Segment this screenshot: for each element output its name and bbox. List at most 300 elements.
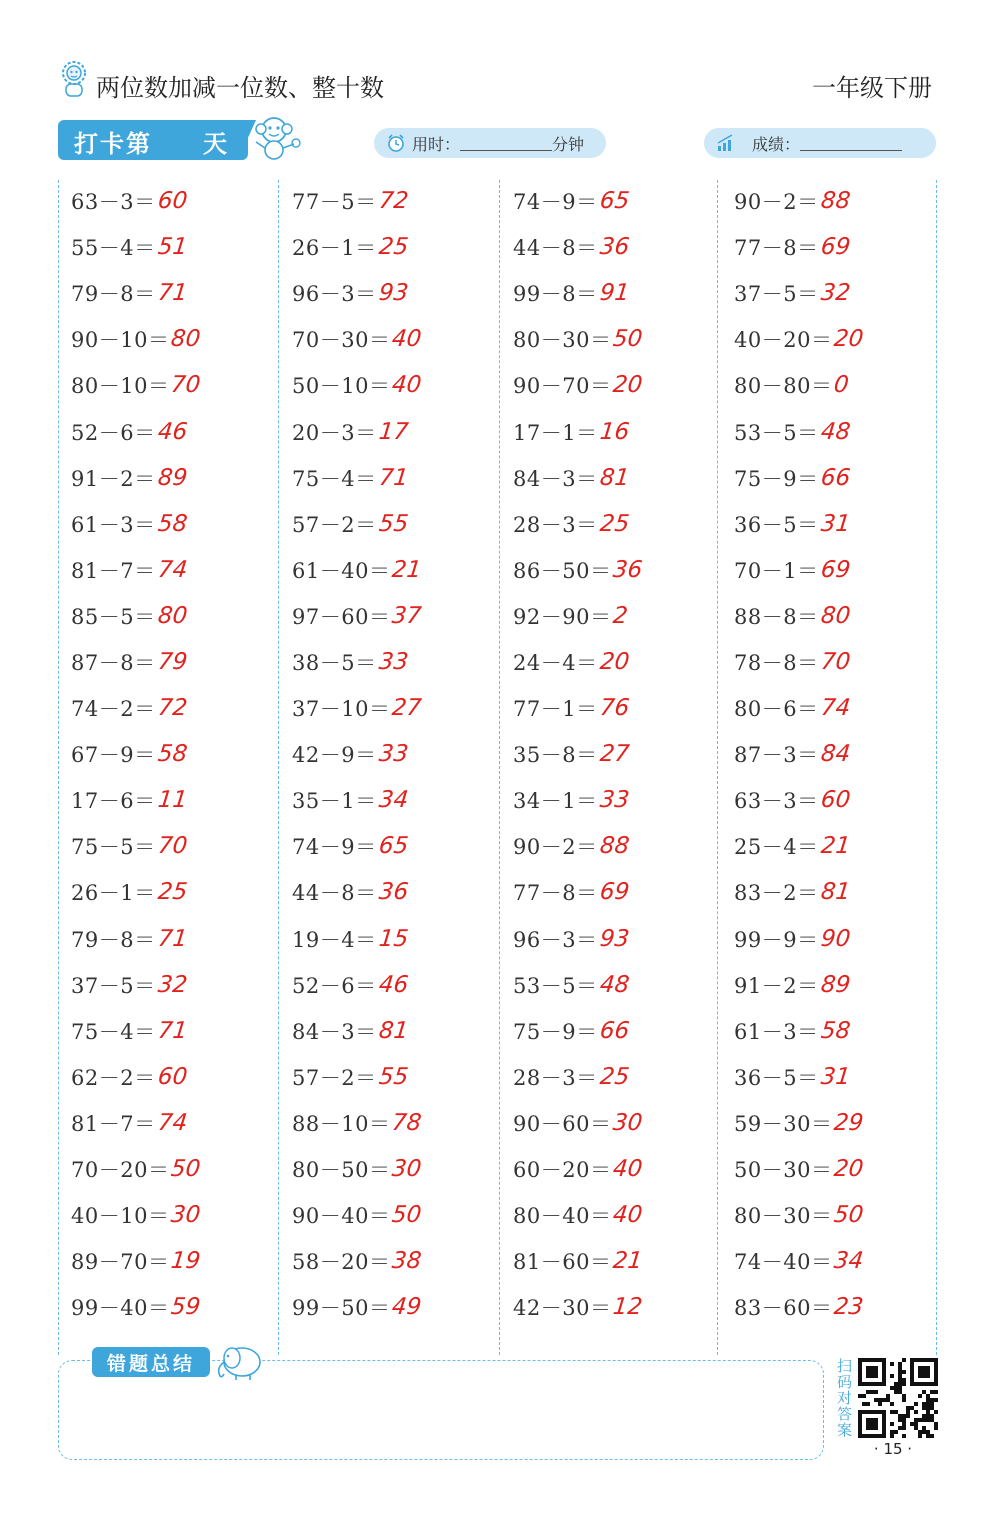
problem-row <box>734 777 944 823</box>
handwritten-answer[interactable]: 33 <box>377 741 410 768</box>
handwritten-answer[interactable]: 50 <box>612 326 645 353</box>
problem-equation: 81－7＝ <box>71 1111 156 1136</box>
handwritten-answer[interactable]: 50 <box>391 1202 424 1229</box>
handwritten-answer[interactable]: 58 <box>156 741 189 768</box>
problem-equation: 80－6＝ <box>734 697 819 722</box>
score-field <box>704 128 936 158</box>
problem-equation: 28－3＝ <box>513 512 598 537</box>
problem-equation: 74－40＝ <box>734 1250 833 1275</box>
problem-row <box>292 777 502 823</box>
handwritten-answer[interactable]: 90 <box>819 925 852 952</box>
problem-row <box>71 455 281 501</box>
handwritten-answer[interactable]: 40 <box>391 372 424 399</box>
handwritten-answer[interactable]: 70 <box>156 833 189 860</box>
problem-row <box>292 823 502 869</box>
problem-equation: 90－40＝ <box>292 1204 391 1229</box>
problem-equation: 90－70＝ <box>513 374 612 399</box>
problem-row <box>71 178 281 224</box>
problem-equation: 58－20＝ <box>292 1250 391 1275</box>
problem-equation: 99－9＝ <box>734 927 819 952</box>
problem-row <box>513 869 723 915</box>
problem-row <box>734 823 944 869</box>
handwritten-answer[interactable]: 93 <box>598 925 631 952</box>
problem-row <box>292 270 502 316</box>
problem-equation: 37－10＝ <box>292 697 391 722</box>
problem-row <box>71 1100 281 1146</box>
problem-row <box>71 823 281 869</box>
handwritten-answer[interactable]: 81 <box>819 879 852 906</box>
page-title: 两位数加减一位数、整十数 <box>96 74 384 102</box>
problem-equation: 77－8＝ <box>734 236 819 261</box>
handwritten-answer[interactable]: 25 <box>598 1063 631 1090</box>
problem-row <box>734 1100 944 1146</box>
handwritten-answer[interactable]: 23 <box>833 1294 866 1321</box>
handwritten-answer[interactable]: 37 <box>391 602 424 629</box>
problem-row <box>292 224 502 270</box>
problem-equation: 55－4＝ <box>71 236 156 261</box>
problem-row <box>734 316 944 362</box>
problem-equation: 75－9＝ <box>734 466 819 491</box>
problem-row <box>513 1100 723 1146</box>
column-divider <box>58 180 59 1355</box>
problem-row <box>292 455 502 501</box>
problem-equation: 75－4＝ <box>71 1019 156 1044</box>
qr-code[interactable] <box>858 1358 938 1438</box>
handwritten-answer[interactable]: 30 <box>612 1109 645 1136</box>
handwritten-answer[interactable]: 55 <box>377 1063 410 1090</box>
time-field <box>374 128 606 158</box>
handwritten-answer[interactable]: 21 <box>612 1248 645 1275</box>
handwritten-answer[interactable]: 21 <box>391 556 424 583</box>
handwritten-answer[interactable]: 69 <box>819 556 852 583</box>
problem-row <box>734 593 944 639</box>
problem-equation: 99－40＝ <box>71 1296 170 1321</box>
handwritten-answer[interactable]: 34 <box>377 787 410 814</box>
problem-equation: 90－2＝ <box>513 835 598 860</box>
problem-equation: 74－9＝ <box>292 835 377 860</box>
handwritten-answer[interactable]: 60 <box>156 188 189 215</box>
problem-equation: 42－9＝ <box>292 743 377 768</box>
handwritten-answer[interactable]: 17 <box>377 418 410 445</box>
problem-equation: 52－6＝ <box>71 420 156 445</box>
problem-equation: 59－30＝ <box>734 1111 833 1136</box>
handwritten-answer[interactable]: 16 <box>598 418 631 445</box>
checkin-label: 打卡第 <box>74 130 152 158</box>
problem-equation: 40－10＝ <box>71 1204 170 1229</box>
handwritten-answer[interactable]: 40 <box>612 1156 645 1183</box>
problem-row <box>734 455 944 501</box>
handwritten-answer[interactable]: 70 <box>170 372 203 399</box>
handwritten-answer[interactable]: 71 <box>156 1017 189 1044</box>
problem-equation: 77－1＝ <box>513 697 598 722</box>
problem-row <box>513 455 723 501</box>
handwritten-answer[interactable]: 20 <box>833 326 866 353</box>
score-label: 成绩： <box>752 134 801 154</box>
problem-row <box>292 916 502 962</box>
handwritten-answer[interactable]: 81 <box>598 464 631 491</box>
elephant-icon <box>212 1338 268 1382</box>
problem-row <box>734 547 944 593</box>
handwritten-answer[interactable]: 58 <box>819 1017 852 1044</box>
monkey-icon <box>250 112 302 164</box>
problem-row <box>292 408 502 454</box>
handwritten-answer[interactable]: 78 <box>391 1109 424 1136</box>
mistake-summary-label: 错题总结 <box>92 1347 210 1377</box>
problem-equation: 77－8＝ <box>513 881 598 906</box>
problem-equation: 99－8＝ <box>513 282 598 307</box>
problem-equation: 75－9＝ <box>513 1019 598 1044</box>
problem-equation: 36－5＝ <box>734 1065 819 1090</box>
problem-row <box>71 593 281 639</box>
problem-column-4 <box>734 178 944 1330</box>
handwritten-answer[interactable]: 25 <box>598 510 631 537</box>
problem-equation: 50－10＝ <box>292 374 391 399</box>
handwritten-answer[interactable]: 11 <box>156 787 189 814</box>
problem-row <box>292 316 502 362</box>
handwritten-answer[interactable]: 48 <box>819 418 852 445</box>
problem-equation: 53－5＝ <box>513 973 598 998</box>
problem-equation: 90－2＝ <box>734 190 819 215</box>
problem-row <box>292 178 502 224</box>
problem-row <box>513 823 723 869</box>
handwritten-answer[interactable]: 71 <box>377 464 410 491</box>
problem-equation: 37－5＝ <box>734 282 819 307</box>
problem-row <box>292 501 502 547</box>
handwritten-answer[interactable]: 19 <box>170 1248 203 1275</box>
problem-row <box>734 869 944 915</box>
problem-row <box>513 501 723 547</box>
problem-equation: 86－50＝ <box>513 558 612 583</box>
problem-row <box>292 1192 502 1238</box>
problem-row <box>513 593 723 639</box>
problem-row <box>71 270 281 316</box>
handwritten-answer[interactable]: 30 <box>391 1156 424 1183</box>
problem-row <box>513 685 723 731</box>
handwritten-answer[interactable]: 49 <box>391 1294 424 1321</box>
problem-row <box>513 270 723 316</box>
problem-equation: 25－4＝ <box>734 835 819 860</box>
handwritten-answer[interactable]: 58 <box>156 510 189 537</box>
handwritten-answer[interactable]: 25 <box>377 234 410 261</box>
handwritten-answer[interactable]: 40 <box>391 326 424 353</box>
handwritten-answer[interactable]: 80 <box>156 602 189 629</box>
time-label: 用时： <box>412 134 461 154</box>
handwritten-answer[interactable]: 32 <box>819 280 852 307</box>
problem-row <box>513 178 723 224</box>
problem-row <box>71 1238 281 1284</box>
handwritten-answer[interactable]: 15 <box>377 925 410 952</box>
problem-equation: 83－60＝ <box>734 1296 833 1321</box>
handwritten-answer[interactable]: 38 <box>391 1248 424 1275</box>
handwritten-answer[interactable]: 79 <box>156 648 189 675</box>
problem-equation: 34－1＝ <box>513 789 598 814</box>
problem-equation: 78－8＝ <box>734 650 819 675</box>
handwritten-answer[interactable]: 66 <box>598 1017 631 1044</box>
handwritten-answer[interactable]: 80 <box>170 326 203 353</box>
problem-equation: 52－6＝ <box>292 973 377 998</box>
problem-equation: 24－4＝ <box>513 650 598 675</box>
problem-row <box>71 1054 281 1100</box>
handwritten-answer[interactable]: 31 <box>819 1063 852 1090</box>
handwritten-answer[interactable]: 46 <box>377 971 410 998</box>
handwritten-answer[interactable]: 70 <box>819 648 852 675</box>
problem-equation: 19－4＝ <box>292 927 377 952</box>
handwritten-answer[interactable]: 36 <box>377 879 410 906</box>
problem-row <box>292 1146 502 1192</box>
problem-equation: 81－7＝ <box>71 558 156 583</box>
handwritten-answer[interactable]: 71 <box>156 280 189 307</box>
handwritten-answer[interactable]: 81 <box>377 1017 410 1044</box>
handwritten-answer[interactable]: 31 <box>819 510 852 537</box>
problem-row <box>513 1284 723 1330</box>
problem-row <box>71 501 281 547</box>
problem-row <box>734 731 944 777</box>
problem-equation: 88－10＝ <box>292 1111 391 1136</box>
problem-equation: 44－8＝ <box>292 881 377 906</box>
problem-row <box>71 1146 281 1192</box>
problem-equation: 67－9＝ <box>71 743 156 768</box>
handwritten-answer[interactable]: 50 <box>170 1156 203 1183</box>
handwritten-answer[interactable]: 21 <box>819 833 852 860</box>
problem-row <box>292 685 502 731</box>
problem-equation: 80－10＝ <box>71 374 170 399</box>
handwritten-answer[interactable]: 89 <box>819 971 852 998</box>
problem-row <box>734 685 944 731</box>
problem-row <box>734 1008 944 1054</box>
problem-row <box>292 362 502 408</box>
problem-equation: 53－5＝ <box>734 420 819 445</box>
problem-equation: 81－60＝ <box>513 1250 612 1275</box>
handwritten-answer[interactable]: 74 <box>156 1109 189 1136</box>
handwritten-answer[interactable]: 36 <box>612 556 645 583</box>
handwritten-answer[interactable]: 33 <box>598 787 631 814</box>
problem-equation: 44－8＝ <box>513 236 598 261</box>
score-blank[interactable] <box>800 135 902 151</box>
handwritten-answer[interactable]: 55 <box>377 510 410 537</box>
problem-equation: 75－5＝ <box>71 835 156 860</box>
problem-equation: 26－1＝ <box>71 881 156 906</box>
problem-row <box>513 1238 723 1284</box>
problem-row <box>513 962 723 1008</box>
problem-equation: 77－5＝ <box>292 190 377 215</box>
handwritten-answer[interactable]: 89 <box>156 464 189 491</box>
handwritten-answer[interactable]: 65 <box>377 833 410 860</box>
handwritten-answer[interactable]: 60 <box>156 1063 189 1090</box>
problem-row <box>71 639 281 685</box>
problem-equation: 26－1＝ <box>292 236 377 261</box>
problem-equation: 17－1＝ <box>513 420 598 445</box>
problem-row <box>513 1146 723 1192</box>
handwritten-answer[interactable]: 29 <box>833 1109 866 1136</box>
problem-equation: 60－20＝ <box>513 1158 612 1183</box>
handwritten-answer[interactable]: 74 <box>819 695 852 722</box>
problem-row <box>734 178 944 224</box>
handwritten-answer[interactable]: 0 <box>833 372 851 399</box>
problem-column-3 <box>513 178 723 1330</box>
bar-chart-icon <box>716 133 736 153</box>
problem-row <box>292 639 502 685</box>
problem-row <box>292 1284 502 1330</box>
problem-equation: 79－8＝ <box>71 927 156 952</box>
problem-equation: 37－5＝ <box>71 973 156 998</box>
problem-row <box>734 362 944 408</box>
problem-equation: 87－3＝ <box>734 743 819 768</box>
handwritten-answer[interactable]: 40 <box>612 1202 645 1229</box>
handwritten-answer[interactable]: 91 <box>598 280 631 307</box>
problem-equation: 97－60＝ <box>292 604 391 629</box>
problem-row <box>71 1284 281 1330</box>
problem-equation: 63－3＝ <box>71 190 156 215</box>
problem-row <box>734 639 944 685</box>
handwritten-answer[interactable]: 51 <box>156 234 189 261</box>
problem-equation: 87－8＝ <box>71 650 156 675</box>
problem-equation: 35－8＝ <box>513 743 598 768</box>
problem-equation: 61－3＝ <box>734 1019 819 1044</box>
handwritten-answer[interactable]: 93 <box>377 280 410 307</box>
problem-equation: 96－3＝ <box>292 282 377 307</box>
problem-row <box>513 1192 723 1238</box>
handwritten-answer[interactable]: 88 <box>819 188 852 215</box>
problem-row <box>513 408 723 454</box>
time-unit: 分钟 <box>552 134 585 154</box>
problem-row <box>71 547 281 593</box>
handwritten-answer[interactable]: 76 <box>598 695 631 722</box>
problem-equation: 80－50＝ <box>292 1158 391 1183</box>
problem-equation: 28－3＝ <box>513 1065 598 1090</box>
problem-equation: 80－30＝ <box>734 1204 833 1229</box>
problem-equation: 90－60＝ <box>513 1111 612 1136</box>
handwritten-answer[interactable]: 27 <box>598 741 631 768</box>
problem-equation: 20－3＝ <box>292 420 377 445</box>
handwritten-answer[interactable]: 46 <box>156 418 189 445</box>
alarm-clock-icon <box>386 133 406 153</box>
problem-equation: 61－3＝ <box>71 512 156 537</box>
problem-row <box>292 1054 502 1100</box>
handwritten-answer[interactable]: 20 <box>833 1156 866 1183</box>
handwritten-answer[interactable]: 66 <box>819 464 852 491</box>
problem-row <box>734 1238 944 1284</box>
problem-equation: 85－5＝ <box>71 604 156 629</box>
handwritten-answer[interactable]: 33 <box>377 648 410 675</box>
problem-row <box>734 962 944 1008</box>
handwritten-answer[interactable]: 48 <box>598 971 631 998</box>
problem-row <box>734 916 944 962</box>
problem-row <box>734 1146 944 1192</box>
handwritten-answer[interactable]: 88 <box>598 833 631 860</box>
problem-equation: 79－8＝ <box>71 282 156 307</box>
problem-equation: 90－10＝ <box>71 328 170 353</box>
problem-row <box>71 1008 281 1054</box>
problem-row <box>734 270 944 316</box>
problem-equation: 70－1＝ <box>734 558 819 583</box>
handwritten-answer[interactable]: 12 <box>612 1294 645 1321</box>
time-blank[interactable] <box>460 135 552 151</box>
handwritten-answer[interactable]: 34 <box>833 1248 866 1275</box>
problem-equation: 38－5＝ <box>292 650 377 675</box>
problem-row <box>734 1192 944 1238</box>
handwritten-answer[interactable]: 69 <box>598 879 631 906</box>
handwritten-answer[interactable]: 71 <box>156 925 189 952</box>
problem-equation: 17－6＝ <box>71 789 156 814</box>
problem-row <box>71 731 281 777</box>
handwritten-answer[interactable]: 72 <box>156 695 189 722</box>
problem-row <box>71 962 281 1008</box>
handwritten-answer[interactable]: 25 <box>156 879 189 906</box>
problem-row <box>71 362 281 408</box>
problem-row <box>292 869 502 915</box>
problem-row <box>71 685 281 731</box>
handwritten-answer[interactable]: 20 <box>598 648 631 675</box>
handwritten-answer[interactable]: 59 <box>170 1294 203 1321</box>
lion-logo-icon <box>58 60 90 98</box>
problem-row <box>513 777 723 823</box>
handwritten-answer[interactable]: 65 <box>598 188 631 215</box>
scan-answer-text: 扫码对答案 <box>837 1357 853 1439</box>
problem-row <box>513 731 723 777</box>
problem-row <box>513 916 723 962</box>
problem-equation: 99－50＝ <box>292 1296 391 1321</box>
problem-equation: 57－2＝ <box>292 1065 377 1090</box>
problem-equation: 91－2＝ <box>734 973 819 998</box>
problem-row <box>292 1100 502 1146</box>
problem-row <box>71 1192 281 1238</box>
problem-row <box>71 869 281 915</box>
problem-row <box>734 501 944 547</box>
problem-equation: 92－90＝ <box>513 604 612 629</box>
handwritten-answer[interactable]: 2 <box>612 602 630 629</box>
problem-equation: 36－5＝ <box>734 512 819 537</box>
problem-equation: 89－70＝ <box>71 1250 170 1275</box>
handwritten-answer[interactable]: 84 <box>819 741 852 768</box>
problem-row <box>513 1008 723 1054</box>
problem-row <box>513 1054 723 1100</box>
handwritten-answer[interactable]: 20 <box>612 372 645 399</box>
problem-equation: 42－30＝ <box>513 1296 612 1321</box>
problem-row <box>71 408 281 454</box>
problem-row <box>734 1054 944 1100</box>
problem-equation: 88－8＝ <box>734 604 819 629</box>
problem-equation: 80－80＝ <box>734 374 833 399</box>
handwritten-answer[interactable]: 72 <box>377 188 410 215</box>
problem-row <box>292 1238 502 1284</box>
problem-row <box>71 224 281 270</box>
problem-row <box>513 547 723 593</box>
handwritten-answer[interactable]: 60 <box>819 787 852 814</box>
problem-equation: 74－2＝ <box>71 697 156 722</box>
problem-row <box>292 593 502 639</box>
handwritten-answer[interactable]: 27 <box>391 695 424 722</box>
handwritten-answer[interactable]: 80 <box>819 602 852 629</box>
handwritten-answer[interactable]: 36 <box>598 234 631 261</box>
problem-equation: 62－2＝ <box>71 1065 156 1090</box>
problem-column-2 <box>292 178 502 1330</box>
problem-row <box>292 962 502 1008</box>
handwritten-answer[interactable]: 69 <box>819 234 852 261</box>
problem-row <box>513 316 723 362</box>
handwritten-answer[interactable]: 32 <box>156 971 189 998</box>
handwritten-answer[interactable]: 50 <box>833 1202 866 1229</box>
problem-equation: 74－9＝ <box>513 190 598 215</box>
problem-row <box>292 1008 502 1054</box>
problem-equation: 80－40＝ <box>513 1204 612 1229</box>
problem-equation: 57－2＝ <box>292 512 377 537</box>
handwritten-answer[interactable]: 74 <box>156 556 189 583</box>
problem-row <box>513 362 723 408</box>
problem-equation: 96－3＝ <box>513 927 598 952</box>
handwritten-answer[interactable]: 30 <box>170 1202 203 1229</box>
problem-equation: 35－1＝ <box>292 789 377 814</box>
problem-column-1 <box>71 178 281 1330</box>
